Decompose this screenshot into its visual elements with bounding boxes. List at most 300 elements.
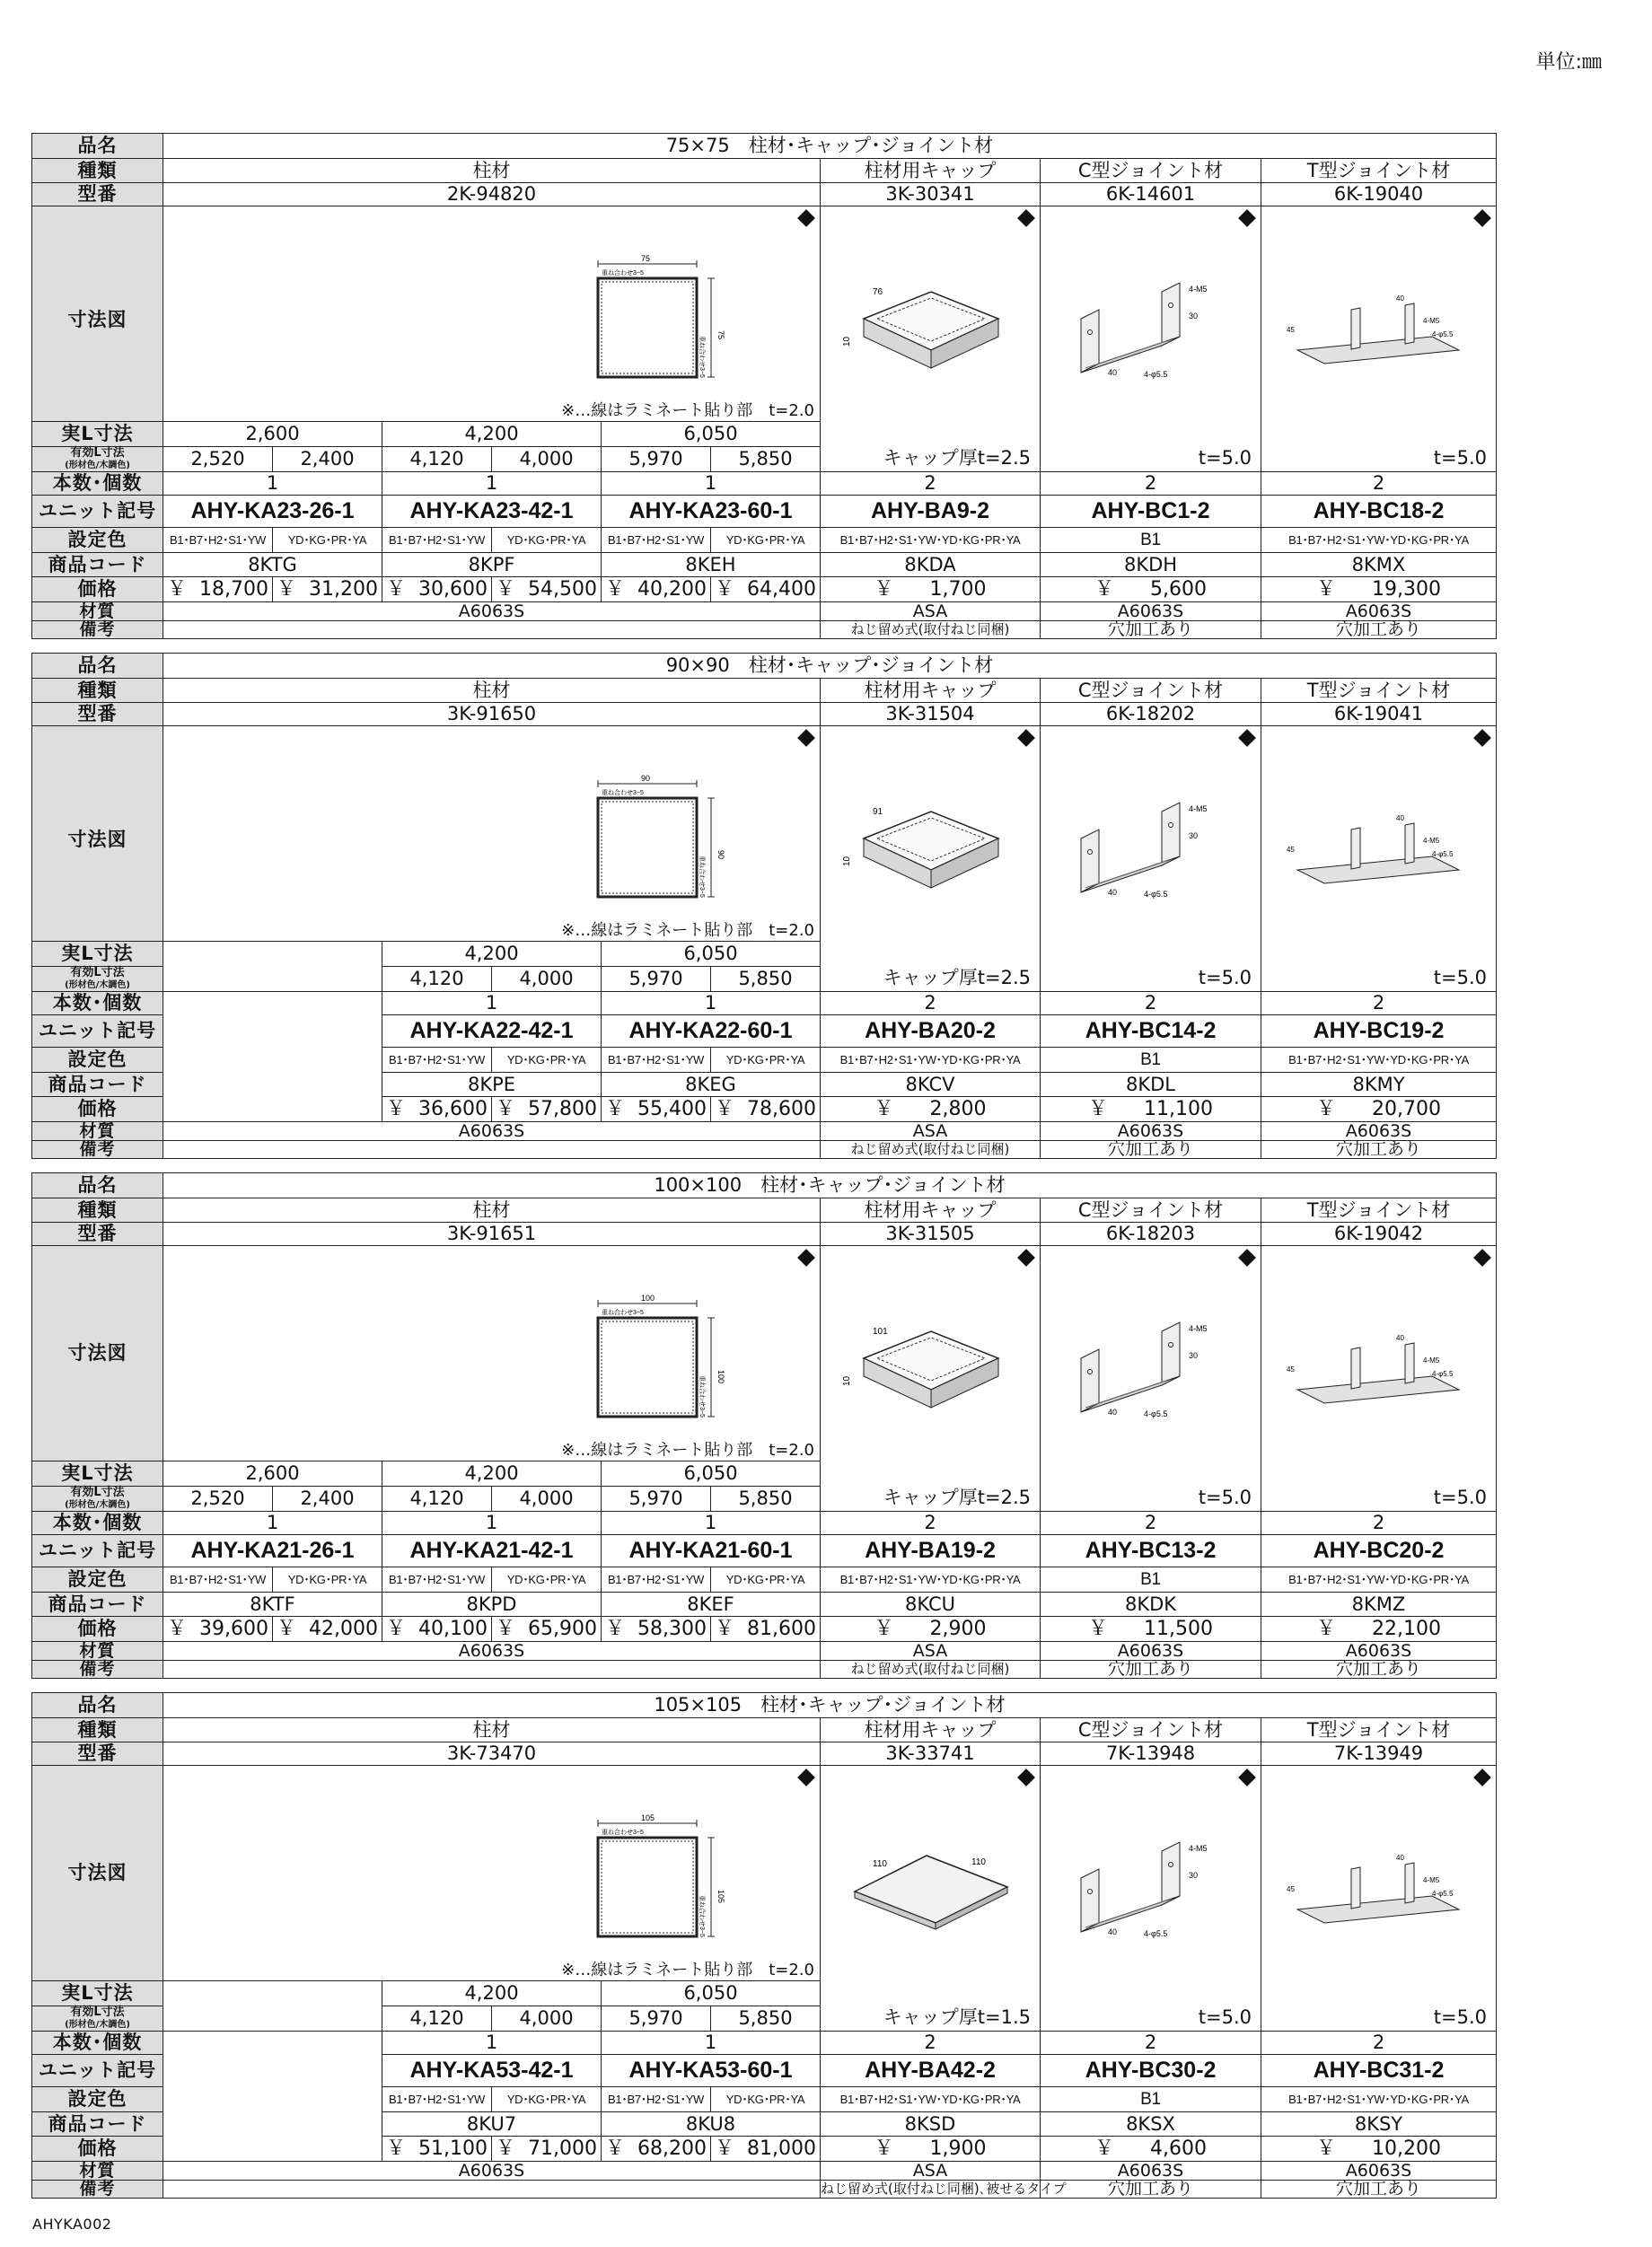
color-6: B1･B7･H2･S1･YW･YD･KG･PR･YA xyxy=(821,2087,1041,2112)
diamond-mark-icon xyxy=(797,729,815,747)
svg-text:40: 40 xyxy=(1396,1854,1404,1862)
diamond-mark-icon xyxy=(797,1769,815,1786)
unit-code-5: AHY-BC31-2 xyxy=(1261,2055,1497,2087)
color-4: B1･B7･H2･S1･YW xyxy=(602,2087,711,2112)
t-joint-thickness: t=5.0 xyxy=(1433,2006,1487,2028)
column-section-drawing xyxy=(585,1811,738,1963)
price-5: ￥ 81,000 xyxy=(711,2137,821,2162)
product-code-1: 8KPE xyxy=(382,1073,602,1097)
svg-text:10: 10 xyxy=(842,856,852,866)
model-column: 2K-94820 xyxy=(163,183,821,206)
label-price: 価格 xyxy=(32,577,163,602)
svg-text:10: 10 xyxy=(842,1375,852,1386)
material-column: A6063S xyxy=(163,1642,821,1661)
type-t-joint: T型ジョイント材 xyxy=(1261,159,1497,183)
svg-text:76: 76 xyxy=(873,287,883,297)
color-7: B1 xyxy=(1041,528,1261,553)
effective-length-0: 2,520 xyxy=(163,447,273,472)
label-jitsuL: 実L寸法 xyxy=(32,1981,163,2006)
section-title: 100×100 柱材･キャップ･ジョイント材 xyxy=(163,1173,1497,1198)
t-joint-diagram-cell xyxy=(1261,1246,1497,1512)
qty-4: 2 xyxy=(1041,992,1261,1015)
unit-code-3: AHY-BA42-2 xyxy=(821,2055,1041,2087)
unit-label: 単位:㎜ xyxy=(1535,51,1602,74)
price-1: ￥ 42,000 xyxy=(273,1617,382,1642)
label-shurui: 種類 xyxy=(32,159,163,183)
product-code-1: 8KU7 xyxy=(382,2112,602,2137)
label-code: 商品コード xyxy=(32,2112,163,2137)
cap-diagram-cell xyxy=(821,726,1041,992)
laminate-note: ※…線はラミネート貼り部 t=2.0 xyxy=(561,1441,814,1460)
color-4: B1･B7･H2･S1･YW xyxy=(602,1048,711,1073)
qty-3: 2 xyxy=(821,1512,1041,1535)
laminate-note: ※…線はラミネート貼り部 t=2.0 xyxy=(561,401,814,420)
model-column: 3K-91651 xyxy=(163,1223,821,1246)
remark-cap: ねじ留め式(取付ねじ同梱) xyxy=(821,1661,1041,1679)
unit-code-2: AHY-KA23-60-1 xyxy=(602,496,821,528)
label-price: 価格 xyxy=(32,1617,163,1642)
svg-text:4-φ5.5: 4-φ5.5 xyxy=(1144,370,1168,379)
col-dim-top: 75 xyxy=(641,254,651,263)
product-code-5: 8KSY xyxy=(1261,2112,1497,2137)
label-material: 材質 xyxy=(32,1642,163,1661)
type-t-joint: T型ジョイント材 xyxy=(1261,679,1497,703)
spec-table xyxy=(31,133,1497,639)
effective-length-4: 5,970 xyxy=(602,1487,711,1512)
color-4: B1･B7･H2･S1･YW xyxy=(602,1567,711,1593)
product-code-0: 8KTG xyxy=(163,553,382,577)
column-diagram-cell xyxy=(163,1246,821,1461)
color-0: B1･B7･H2･S1･YW xyxy=(163,528,273,553)
color-0: B1･B7･H2･S1･YW xyxy=(163,1567,273,1593)
qty-4: 2 xyxy=(1041,472,1261,496)
svg-text:4-φ5.5: 4-φ5.5 xyxy=(1144,890,1168,899)
spec-section-3 xyxy=(31,1692,1496,2199)
label-yukoL: 有効L寸法 (形材色/木調色) xyxy=(32,1487,163,1512)
remark-column xyxy=(163,1661,821,1679)
color-5: YD･KG･PR･YA xyxy=(711,2087,821,2112)
col-dim-top: 100 xyxy=(641,1294,655,1303)
type-t-joint: T型ジョイント材 xyxy=(1261,1198,1497,1223)
svg-text:重ね合わせ3~5: 重ね合わせ3~5 xyxy=(602,1830,644,1836)
label-hinmei: 品名 xyxy=(32,654,163,679)
model-t-joint: 7K-13949 xyxy=(1261,1742,1497,1766)
spec-table xyxy=(31,1692,1497,2199)
t-joint-drawing xyxy=(1279,803,1477,901)
cap-thickness: キャップ厚t=2.5 xyxy=(883,1487,1031,1508)
type-cap: 柱材用キャップ xyxy=(821,1718,1041,1742)
color-empty xyxy=(163,2087,382,2112)
type-cap: 柱材用キャップ xyxy=(821,159,1041,183)
actual-length-0: 2,600 xyxy=(163,422,382,447)
label-code: 商品コード xyxy=(32,1593,163,1617)
price-4: ￥ 68,200 xyxy=(602,2137,711,2162)
remark-t-joint: 穴加工あり xyxy=(1261,1141,1497,1159)
type-column: 柱材 xyxy=(163,679,821,703)
svg-text:91: 91 xyxy=(873,807,883,817)
type-column: 柱材 xyxy=(163,159,821,183)
qty-4: 2 xyxy=(1041,2032,1261,2055)
label-material: 材質 xyxy=(32,602,163,621)
price-3: ￥ 65,900 xyxy=(492,1617,602,1642)
unit-code-5: AHY-BC18-2 xyxy=(1261,496,1497,528)
material-column: A6063S xyxy=(163,2162,821,2181)
product-code-4: 8KSX xyxy=(1041,2112,1261,2137)
qty-5: 2 xyxy=(1261,1512,1497,1535)
t-joint-diagram-cell xyxy=(1261,206,1497,472)
color-2: B1･B7･H2･S1･YW xyxy=(382,528,492,553)
effective-length-empty xyxy=(163,2006,382,2032)
material-c-joint: A6063S xyxy=(1041,2162,1261,2181)
material-t-joint: A6063S xyxy=(1261,1122,1497,1141)
col-dim-top: 105 xyxy=(641,1813,655,1822)
price-8: ￥ 22,100 xyxy=(1261,1617,1497,1642)
material-cap: ASA xyxy=(821,2162,1041,2181)
material-t-joint: A6063S xyxy=(1261,1642,1497,1661)
color-5: YD･KG･PR･YA xyxy=(711,1567,821,1593)
model-cap: 3K-31505 xyxy=(821,1223,1041,1246)
cap-thickness: キャップ厚t=2.5 xyxy=(883,447,1031,469)
unit-code-1: AHY-KA21-42-1 xyxy=(382,1535,602,1567)
effective-length-3: 4,000 xyxy=(492,1487,602,1512)
qty-4: 2 xyxy=(1041,1512,1261,1535)
actual-length-2: 6,050 xyxy=(602,1461,821,1487)
color-7: B1 xyxy=(1041,1048,1261,1073)
price-5: ￥ 81,600 xyxy=(711,1617,821,1642)
t-joint-diagram-cell xyxy=(1261,1766,1497,2032)
svg-text:75: 75 xyxy=(716,330,725,340)
diamond-mark-icon xyxy=(1473,1249,1491,1267)
spec-section-0 xyxy=(31,133,1496,639)
cap-diagram-cell xyxy=(821,1246,1041,1512)
actual-length-0: 2,600 xyxy=(163,1461,382,1487)
price-5: ￥ 64,400 xyxy=(711,577,821,602)
product-code-2: 8KEH xyxy=(602,553,821,577)
label-price: 価格 xyxy=(32,2137,163,2162)
price-4: ￥ 40,200 xyxy=(602,577,711,602)
qty-col-1: 1 xyxy=(382,472,602,496)
svg-text:4-M5: 4-M5 xyxy=(1423,317,1440,325)
svg-text:101: 101 xyxy=(873,1327,888,1337)
price-empty xyxy=(163,1097,382,1122)
product-code-1: 8KPF xyxy=(382,553,602,577)
model-cap: 3K-33741 xyxy=(821,1742,1041,1766)
section-title: 105×105 柱材･キャップ･ジョイント材 xyxy=(163,1693,1497,1718)
product-code-5: 8KMX xyxy=(1261,553,1497,577)
label-unit: ユニット記号 xyxy=(32,1535,163,1567)
material-cap: ASA xyxy=(821,1642,1041,1661)
unit-code-4: AHY-BC13-2 xyxy=(1041,1535,1261,1567)
svg-text:重ね合わせ3~5: 重ね合わせ3~5 xyxy=(602,790,644,796)
c-joint-diagram-cell xyxy=(1041,726,1261,992)
column-section-drawing xyxy=(585,771,738,924)
material-c-joint: A6063S xyxy=(1041,1642,1261,1661)
price-7: ￥ 5,600 xyxy=(1041,577,1261,602)
cap-diagram-cell xyxy=(821,206,1041,472)
qty-col-1: 1 xyxy=(382,2032,602,2055)
product-code-2: 8KEF xyxy=(602,1593,821,1617)
label-price: 価格 xyxy=(32,1097,163,1122)
label-kataban: 型番 xyxy=(32,183,163,206)
diamond-mark-icon xyxy=(1238,209,1256,227)
model-t-joint: 6K-19042 xyxy=(1261,1223,1497,1246)
price-6: ￥ 1,700 xyxy=(821,577,1041,602)
price-4: ￥ 58,300 xyxy=(602,1617,711,1642)
diamond-mark-icon xyxy=(1017,209,1035,227)
color-6: B1･B7･H2･S1･YW･YD･KG･PR･YA xyxy=(821,528,1041,553)
remark-column xyxy=(163,621,821,639)
c-joint-drawing xyxy=(1054,269,1252,386)
svg-text:30: 30 xyxy=(1189,1871,1199,1880)
c-joint-diagram-cell xyxy=(1041,1766,1261,2032)
label-hinmei: 品名 xyxy=(32,134,163,159)
price-2: ￥ 40,100 xyxy=(382,1617,492,1642)
actual-length-0 xyxy=(163,942,382,967)
color-6: B1･B7･H2･S1･YW･YD･KG･PR･YA xyxy=(821,1048,1041,1073)
unit-code-2: AHY-KA21-60-1 xyxy=(602,1535,821,1567)
color-3: YD･KG･PR･YA xyxy=(492,528,602,553)
color-7: B1 xyxy=(1041,1567,1261,1593)
svg-text:110: 110 xyxy=(971,1857,986,1867)
material-t-joint: A6063S xyxy=(1261,602,1497,621)
unit-code-3: AHY-BA9-2 xyxy=(821,496,1041,528)
price-7: ￥ 4,600 xyxy=(1041,2137,1261,2162)
qty-5: 2 xyxy=(1261,472,1497,496)
spec-table xyxy=(31,653,1497,1159)
product-code-3: 8KSD xyxy=(821,2112,1041,2137)
svg-text:30: 30 xyxy=(1189,1351,1199,1360)
color-5: YD･KG･PR･YA xyxy=(711,528,821,553)
column-section-drawing xyxy=(585,251,738,404)
product-code-0: 8KTF xyxy=(163,1593,382,1617)
cap-thickness: キャップ厚t=2.5 xyxy=(883,967,1031,988)
svg-text:40: 40 xyxy=(1396,814,1404,822)
model-c-joint: 6K-18202 xyxy=(1041,703,1261,726)
label-hinmei: 品名 xyxy=(32,1173,163,1198)
type-column: 柱材 xyxy=(163,1198,821,1223)
model-c-joint: 6K-18203 xyxy=(1041,1223,1261,1246)
svg-text:4-M5: 4-M5 xyxy=(1189,804,1208,813)
c-joint-thickness: t=5.0 xyxy=(1198,447,1252,469)
material-cap: ASA xyxy=(821,602,1041,621)
label-kataban: 型番 xyxy=(32,703,163,726)
price-2: ￥ 30,600 xyxy=(382,577,492,602)
unit-code-4: AHY-BC14-2 xyxy=(1041,1015,1261,1048)
color-2: B1･B7･H2･S1･YW xyxy=(382,1567,492,1593)
price-2: ￥ 36,600 xyxy=(382,1097,492,1122)
color-3: YD･KG･PR･YA xyxy=(492,1567,602,1593)
effective-length-4: 5,970 xyxy=(602,2006,711,2032)
diamond-mark-icon xyxy=(1017,1249,1035,1267)
effective-length-3: 4,000 xyxy=(492,2006,602,2032)
effective-length-3: 4,000 xyxy=(492,967,602,992)
t-joint-thickness: t=5.0 xyxy=(1433,967,1487,988)
svg-text:110: 110 xyxy=(873,1859,887,1869)
col-dim-top: 90 xyxy=(641,774,651,783)
model-t-joint: 6K-19040 xyxy=(1261,183,1497,206)
t-joint-thickness: t=5.0 xyxy=(1433,447,1487,469)
unit-code-3: AHY-BA19-2 xyxy=(821,1535,1041,1567)
label-yukoL: 有効L寸法 (形材色/木調色) xyxy=(32,447,163,472)
color-4: B1･B7･H2･S1･YW xyxy=(602,528,711,553)
actual-length-2: 6,050 xyxy=(602,942,821,967)
material-c-joint: A6063S xyxy=(1041,602,1261,621)
svg-text:45: 45 xyxy=(1287,1885,1295,1893)
color-3: YD･KG･PR･YA xyxy=(492,2087,602,2112)
c-joint-drawing xyxy=(1054,789,1252,906)
svg-text:4-M5: 4-M5 xyxy=(1189,285,1208,294)
remark-cap: ねじ留め式(取付ねじ同梱) xyxy=(821,1141,1041,1159)
remark-t-joint: 穴加工あり xyxy=(1261,621,1497,639)
t-joint-drawing xyxy=(1279,1322,1477,1421)
label-biko: 備考 xyxy=(32,2181,163,2199)
color-3: YD･KG･PR･YA xyxy=(492,1048,602,1073)
price-8: ￥ 19,300 xyxy=(1261,577,1497,602)
svg-text:40: 40 xyxy=(1108,888,1118,897)
svg-text:4-M5: 4-M5 xyxy=(1423,1356,1440,1365)
svg-text:100: 100 xyxy=(716,1370,725,1384)
label-honsu: 本数･個数 xyxy=(32,2032,163,2055)
color-2: B1･B7･H2･S1･YW xyxy=(382,1048,492,1073)
cap-drawing xyxy=(837,1318,1025,1426)
color-1: YD･KG･PR･YA xyxy=(273,1567,382,1593)
type-t-joint: T型ジョイント材 xyxy=(1261,1718,1497,1742)
type-c-joint: C型ジョイント材 xyxy=(1041,159,1261,183)
price-8: ￥ 20,700 xyxy=(1261,1097,1497,1122)
c-joint-drawing xyxy=(1054,1309,1252,1426)
type-c-joint: C型ジョイント材 xyxy=(1041,1718,1261,1742)
price-8: ￥ 10,200 xyxy=(1261,2137,1497,2162)
unit-code-0: AHY-KA21-26-1 xyxy=(163,1535,382,1567)
price-7: ￥ 11,500 xyxy=(1041,1617,1261,1642)
svg-text:90: 90 xyxy=(716,850,725,860)
unit-code-2: AHY-KA22-60-1 xyxy=(602,1015,821,1048)
unit-code-0 xyxy=(163,2055,382,2087)
effective-length-empty xyxy=(163,967,382,992)
svg-text:4-M5: 4-M5 xyxy=(1189,1844,1208,1853)
cap-drawing xyxy=(837,1838,1025,1945)
price-6: ￥ 2,900 xyxy=(821,1617,1041,1642)
qty-col-1: 1 xyxy=(382,1512,602,1535)
price-empty xyxy=(163,2137,382,2162)
material-cap: ASA xyxy=(821,1122,1041,1141)
product-code-3: 8KDA xyxy=(821,553,1041,577)
effective-length-1: 2,400 xyxy=(273,447,382,472)
svg-text:4-φ5.5: 4-φ5.5 xyxy=(1432,1890,1454,1898)
price-7: ￥ 11,100 xyxy=(1041,1097,1261,1122)
label-jitsuL: 実L寸法 xyxy=(32,1461,163,1487)
spec-section-2 xyxy=(31,1172,1496,1679)
svg-text:4-φ5.5: 4-φ5.5 xyxy=(1432,330,1454,338)
label-sunpozu: 寸法図 xyxy=(32,206,163,422)
svg-text:重ね合わせ3~5: 重ね合わせ3~5 xyxy=(699,856,705,898)
model-column: 3K-73470 xyxy=(163,1742,821,1766)
svg-text:4-M5: 4-M5 xyxy=(1189,1324,1208,1333)
label-color: 設定色 xyxy=(32,528,163,553)
product-code-0 xyxy=(163,2112,382,2137)
color-6: B1･B7･H2･S1･YW･YD･KG･PR･YA xyxy=(821,1567,1041,1593)
svg-text:重ね合わせ3~5: 重ね合わせ3~5 xyxy=(602,270,644,276)
actual-length-1: 4,200 xyxy=(382,942,602,967)
unit-code-2: AHY-KA53-60-1 xyxy=(602,2055,821,2087)
label-sunpozu: 寸法図 xyxy=(32,1246,163,1461)
section-title: 75×75 柱材･キャップ･ジョイント材 xyxy=(163,134,1497,159)
t-joint-diagram-cell xyxy=(1261,726,1497,992)
remark-c-joint: 穴加工あり xyxy=(1041,1141,1261,1159)
label-yukoL: 有効L寸法 (形材色/木調色) xyxy=(32,967,163,992)
column-diagram-cell xyxy=(163,1766,821,1981)
remark-column xyxy=(163,2181,821,2199)
product-code-4: 8KDL xyxy=(1041,1073,1261,1097)
cap-drawing xyxy=(837,798,1025,906)
type-cap: 柱材用キャップ xyxy=(821,679,1041,703)
label-jitsuL: 実L寸法 xyxy=(32,942,163,967)
laminate-note: ※…線はラミネート貼り部 t=2.0 xyxy=(561,921,814,940)
laminate-note: ※…線はラミネート貼り部 t=2.0 xyxy=(561,1961,814,1979)
product-code-3: 8KCU xyxy=(821,1593,1041,1617)
price-6: ￥ 2,800 xyxy=(821,1097,1041,1122)
svg-text:45: 45 xyxy=(1287,326,1295,334)
unit-code-4: AHY-BC1-2 xyxy=(1041,496,1261,528)
svg-text:30: 30 xyxy=(1189,831,1199,840)
effective-length-5: 5,850 xyxy=(711,967,821,992)
type-column: 柱材 xyxy=(163,1718,821,1742)
unit-code-4: AHY-BC30-2 xyxy=(1041,2055,1261,2087)
color-8: B1･B7･H2･S1･YW･YD･KG･PR･YA xyxy=(1261,1048,1497,1073)
remark-cap: ねじ留め式(取付ねじ同梱)､被せるタイプ xyxy=(821,2181,1067,2197)
price-3: ￥ 54,500 xyxy=(492,577,602,602)
c-joint-diagram-cell xyxy=(1041,206,1261,472)
svg-text:45: 45 xyxy=(1287,1365,1295,1374)
label-shurui: 種類 xyxy=(32,1198,163,1223)
color-2: B1･B7･H2･S1･YW xyxy=(382,2087,492,2112)
remark-c-joint: 穴加工あり xyxy=(1041,1661,1261,1679)
effective-length-4: 5,970 xyxy=(602,967,711,992)
label-biko: 備考 xyxy=(32,621,163,639)
price-1: ￥ 31,200 xyxy=(273,577,382,602)
actual-length-2: 6,050 xyxy=(602,1981,821,2006)
model-cap: 3K-31504 xyxy=(821,703,1041,726)
qty-col-0 xyxy=(163,992,382,1015)
unit-code-0 xyxy=(163,1015,382,1048)
diamond-mark-icon xyxy=(1473,729,1491,747)
label-sunpozu: 寸法図 xyxy=(32,726,163,942)
color-8: B1･B7･H2･S1･YW･YD･KG･PR･YA xyxy=(1261,2087,1497,2112)
svg-text:105: 105 xyxy=(716,1890,725,1904)
model-cap: 3K-30341 xyxy=(821,183,1041,206)
label-kataban: 型番 xyxy=(32,1742,163,1766)
qty-col-1: 1 xyxy=(382,992,602,1015)
label-color: 設定色 xyxy=(32,1567,163,1593)
svg-text:4-φ5.5: 4-φ5.5 xyxy=(1432,1370,1454,1378)
qty-col-2: 1 xyxy=(602,472,821,496)
svg-text:重ね合わせ3~5: 重ね合わせ3~5 xyxy=(699,336,705,378)
price-5: ￥ 78,600 xyxy=(711,1097,821,1122)
product-code-5: 8KMZ xyxy=(1261,1593,1497,1617)
label-shurui: 種類 xyxy=(32,1718,163,1742)
material-column: A6063S xyxy=(163,1122,821,1141)
actual-length-0 xyxy=(163,1981,382,2006)
effective-length-2: 4,120 xyxy=(382,1487,492,1512)
label-shurui: 種類 xyxy=(32,679,163,703)
effective-length-5: 5,850 xyxy=(711,2006,821,2032)
label-color: 設定色 xyxy=(32,2087,163,2112)
diamond-mark-icon xyxy=(1473,209,1491,227)
label-code: 商品コード xyxy=(32,1073,163,1097)
actual-length-1: 4,200 xyxy=(382,1461,602,1487)
diamond-mark-icon xyxy=(1473,1769,1491,1786)
model-t-joint: 6K-19041 xyxy=(1261,703,1497,726)
